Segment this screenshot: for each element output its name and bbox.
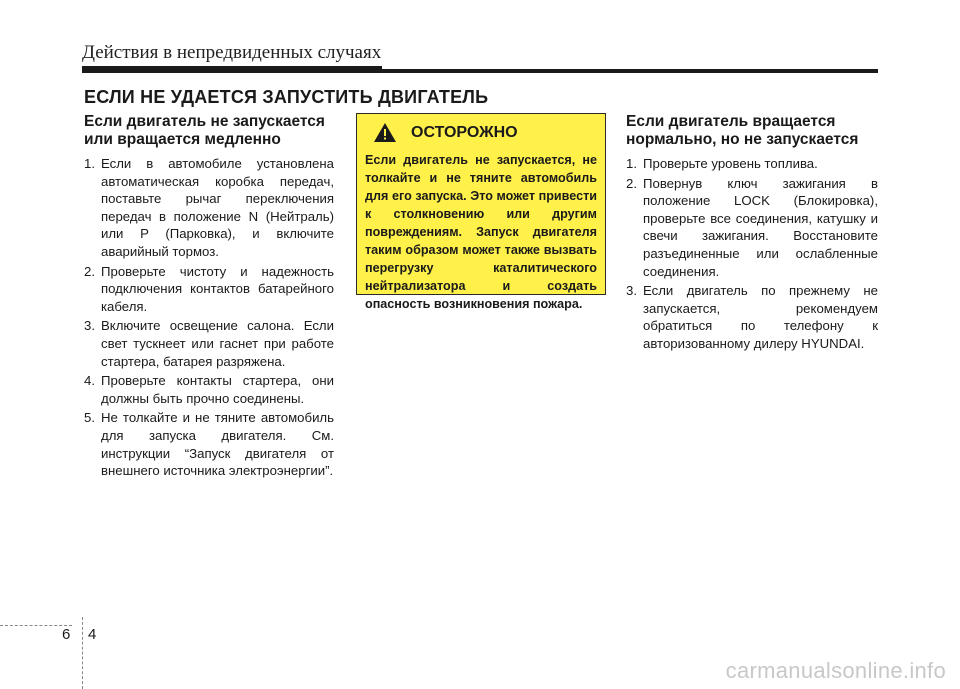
- list-item: [84, 317, 334, 370]
- chapter-number: 6: [62, 626, 71, 643]
- list-item: [84, 372, 334, 407]
- step-text: Повернув ключ зажигания в положение LOCK (Блокировка), проверьте все соединения, катушку и свечи зажигания. Восстановите разъединенные или ослабленные соединения.: [643, 175, 878, 279]
- step-text: Если двигатель по прежнему не запускается, рекомендуем обратиться по телефону к авторизованному дилеру HYUNDAI.: [643, 283, 878, 351]
- step-number: 1.: [626, 156, 637, 171]
- right-column: [626, 113, 878, 355]
- warning-box: [356, 113, 606, 311]
- step-number: 2.: [84, 263, 95, 279]
- watermark: carmanualsonline.info: [725, 658, 946, 683]
- step-text: Проверьте чистоту и надежность подключения контактов батарейного кабеля.: [101, 263, 334, 314]
- warning-header: [365, 122, 597, 143]
- warning-title: ОСТОРОЖНО: [411, 123, 518, 141]
- step-number: 5.: [84, 410, 95, 426]
- step-number: 2.: [626, 175, 637, 191]
- warning-text: Если двигатель не запускается, не толкайте и не тяните автомобиль для его запуска. Это может привести к столкновению или другим повреждениям. Запуск двигателя таким образом может также вызвать перегрузку каталитического нейтрализатора и создать опасность возникновения пожара.: [365, 153, 597, 311]
- list-item: [626, 282, 878, 352]
- step-number: 3.: [626, 283, 637, 299]
- step-number: 1.: [84, 156, 95, 171]
- page-number: 4: [88, 626, 97, 643]
- step-text: Проверьте уровень топлива.: [643, 156, 818, 171]
- list-item: [84, 263, 334, 316]
- step-text: Не толкайте и не тяните автомобиль для запуска двигателя. См. инструкции “Запуск двигателя от внешнего источника электроэнергии”.: [101, 410, 334, 479]
- left-heading: Если двигатель не запускается или вращается медленно: [84, 113, 325, 148]
- step-number: 3.: [84, 318, 95, 334]
- list-item: [84, 409, 334, 479]
- page-corner-rule-vertical: [82, 617, 83, 689]
- step-text: Включите освещение салона. Если свет тускнеет или гаснет при работе стартера, батарея разряжена.: [101, 318, 334, 369]
- step-text: Если в автомобиле установлена автоматическая коробка передач, поставьте рычаг переключения передач в положение N (Нейтраль) или P (Парковка), и включите аварийный тормоз.: [101, 156, 334, 259]
- left-column: [84, 113, 334, 482]
- left-steps-list: [84, 155, 334, 480]
- right-heading: Если двигатель вращается нормально, но не запускается: [626, 113, 859, 148]
- step-text: Проверьте контакты стартера, они должны быть прочно соединены.: [101, 373, 334, 406]
- section-title: ЕСЛИ НЕ УДАЕТСЯ ЗАПУСТИТЬ ДВИГАТЕЛЬ: [84, 87, 489, 107]
- header-rule: [82, 69, 878, 73]
- warning-triangle-icon: [373, 122, 397, 143]
- list-item: [84, 155, 334, 261]
- list-item: [626, 175, 878, 281]
- header-title: Действия в непредвиденных случаях: [82, 42, 382, 63]
- list-item: [626, 155, 878, 173]
- right-steps-list: [626, 155, 878, 353]
- step-number: 4.: [84, 373, 95, 389]
